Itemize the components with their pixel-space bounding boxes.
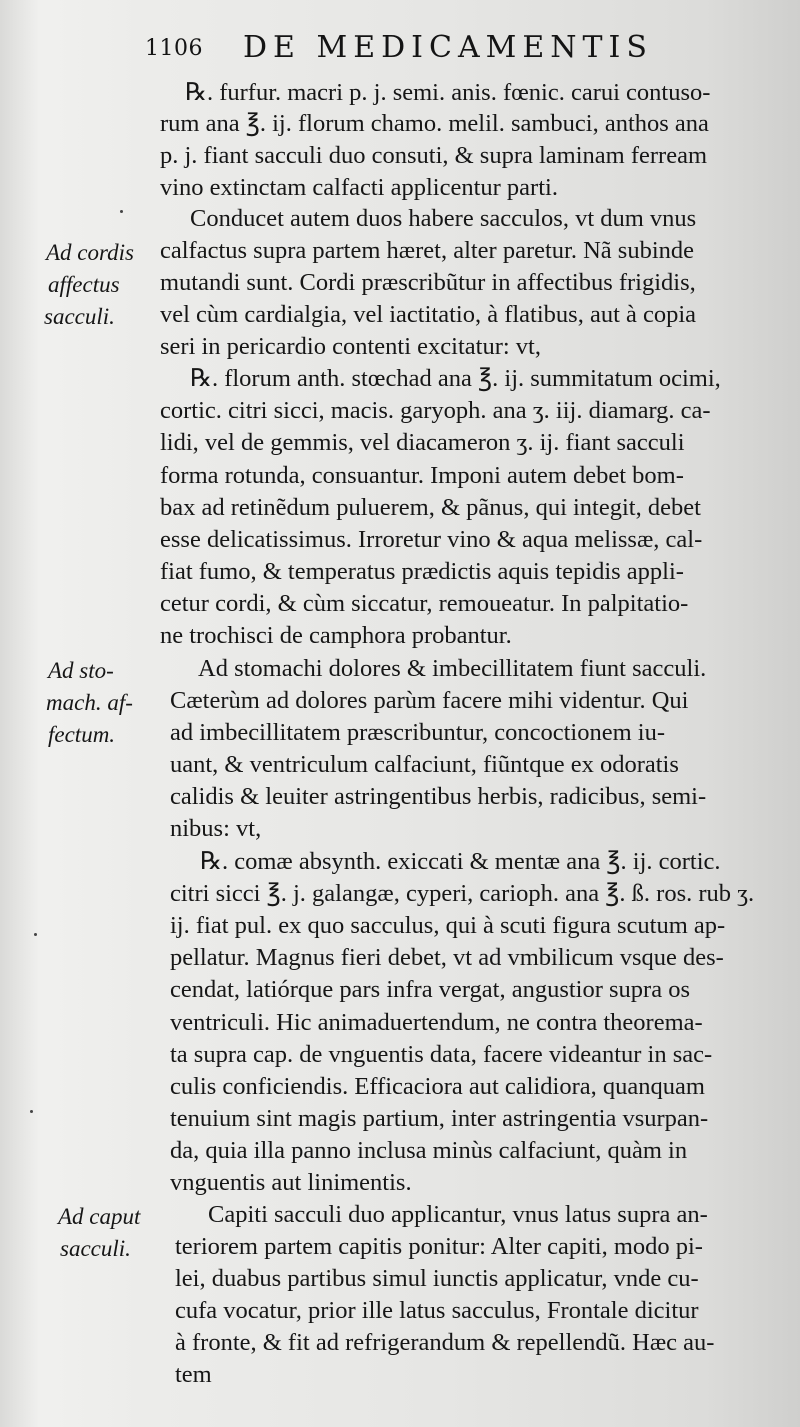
text-line: cortic. citri sicci, macis. garyoph. ana ʒ. iij. diamarg. ca- — [160, 397, 711, 424]
page-gutter-shadow — [0, 0, 40, 1427]
text-line: mutandi sunt. Cordi præscribũtur in affectibus frigidis, — [160, 269, 696, 296]
text-line: esse delicatissimus. Irroretur vino & aqua melissæ, cal- — [160, 526, 703, 553]
text-line: cetur cordi, & cùm siccatur, remoueatur. In palpitatio- — [160, 590, 689, 617]
margin-note: sacculi. — [44, 304, 115, 329]
text-line: ℞. furfur. macri p. j. semi. anis. fœnic. carui contuso- — [185, 79, 711, 106]
text-line: Ad stomachi dolores & imbecillitatem fiunt sacculi. — [198, 655, 707, 682]
text-line: Capiti sacculi duo applicantur, vnus latus supra an- — [208, 1201, 708, 1228]
text-line: bax ad retinẽdum puluerem, & pãnus, qui integit, debet — [160, 494, 701, 521]
text-line: forma rotunda, consuantur. Imponi autem debet bom- — [160, 462, 684, 489]
text-line: seri in pericardio contenti excitatur: vt, — [160, 333, 541, 360]
text-line: nibus: vt, — [170, 815, 262, 842]
margin-note: Ad sto- — [48, 658, 114, 683]
margin-note: mach. af- — [46, 690, 133, 715]
text-line: uant, & ventriculum calfaciunt, fiũntque ex odoratis — [170, 751, 679, 778]
margin-note: Ad caput — [58, 1204, 141, 1229]
text-line: vino extinctam calfacti applicentur parti. — [160, 174, 558, 201]
text-line: ℞. comæ absynth. exiccati & mentæ ana ℥. ij. cortic. — [200, 848, 721, 875]
text-line: ne trochisci de camphora probantur. — [160, 622, 512, 649]
text-line: da, quia illa panno inclusa minùs calfaciunt, quàm in — [170, 1137, 688, 1164]
text-line: Conducet autem duos habere sacculos, vt dum vnus — [190, 205, 697, 232]
ink-speck — [120, 210, 123, 213]
text-line: fiat fumo, & temperatus prædictis aquis tepidis appli- — [160, 558, 684, 585]
ink-speck — [34, 933, 37, 936]
page-header — [145, 30, 795, 70]
text-line: ad imbecillitatem præscribuntur, concoctionem iu- — [170, 719, 666, 746]
text-line: à fronte, & fit ad refrigerandum & repellendũ. Hæc au- — [175, 1329, 715, 1356]
text-line: pellatur. Magnus fieri debet, vt ad vmbilicum vsque des- — [170, 944, 724, 971]
text-line: lidi, vel de gemmis, vel diacameron ʒ. ij. fiant sacculi — [160, 429, 685, 456]
margin-note: Ad cordis — [46, 240, 134, 265]
running-title: DE MEDICAMENTIS — [243, 30, 653, 65]
margin-note: fectum. — [48, 722, 116, 747]
text-line: vel cùm cardialgia, vel iactitatio, à flatibus, aut à copia — [160, 301, 697, 328]
text-line: ij. fiat pul. ex quo sacculus, qui à scuti figura scutum ap- — [170, 912, 726, 939]
ink-speck — [30, 1110, 33, 1113]
text-line: Cæterùm ad dolores parùm facere mihi videntur. Qui — [170, 687, 689, 714]
text-line: vnguentis aut linimentis. — [170, 1169, 412, 1196]
text-line: culis conficiendis. Efficaciora aut calidiora, quanquam — [170, 1073, 705, 1100]
text-line: ℞. florum anth. stœchad ana ℥. ij. summitatum ocimi, — [190, 365, 721, 392]
margin-note: affectus — [48, 272, 120, 297]
text-line: teriorem partem capitis ponitur: Alter capiti, modo pi- — [175, 1233, 703, 1260]
text-line: ventriculi. Hic animaduertendum, ne contra theorema- — [170, 1009, 703, 1036]
margin-note: sacculi. — [60, 1236, 131, 1261]
text-line: citri sicci ℥. j. galangæ, cyperi, carioph. ana ℥. ß. ros. rub ʒ. — [170, 880, 755, 907]
page-number: 1106 — [145, 36, 203, 61]
text-line: p. j. fiant sacculi duo consuti, & supra laminam ferream — [160, 142, 708, 169]
text-line: tenuium sint magis partium, inter astringentia vsurpan- — [170, 1105, 709, 1132]
text-line: ta supra cap. de vnguentis data, facere videantur in sac- — [170, 1041, 713, 1068]
text-line: calfactus supra partem hæret, alter paretur. Nã subinde — [160, 237, 695, 264]
text-line: lei, duabus partibus simul iunctis applicatur, vnde cu- — [175, 1265, 699, 1292]
text-line: calidis & leuiter astringentibus herbis, radicibus, semi- — [170, 783, 707, 810]
text-line: rum ana ℥. ij. florum chamo. melil. sambuci, anthos ana — [160, 110, 709, 137]
text-line: tem — [175, 1361, 212, 1388]
text-line: cendat, latiórque pars infra vergat, angustior supra os — [170, 976, 691, 1003]
text-line: cufa vocatur, prior ille latus sacculus, Frontale dicitur — [175, 1297, 699, 1324]
